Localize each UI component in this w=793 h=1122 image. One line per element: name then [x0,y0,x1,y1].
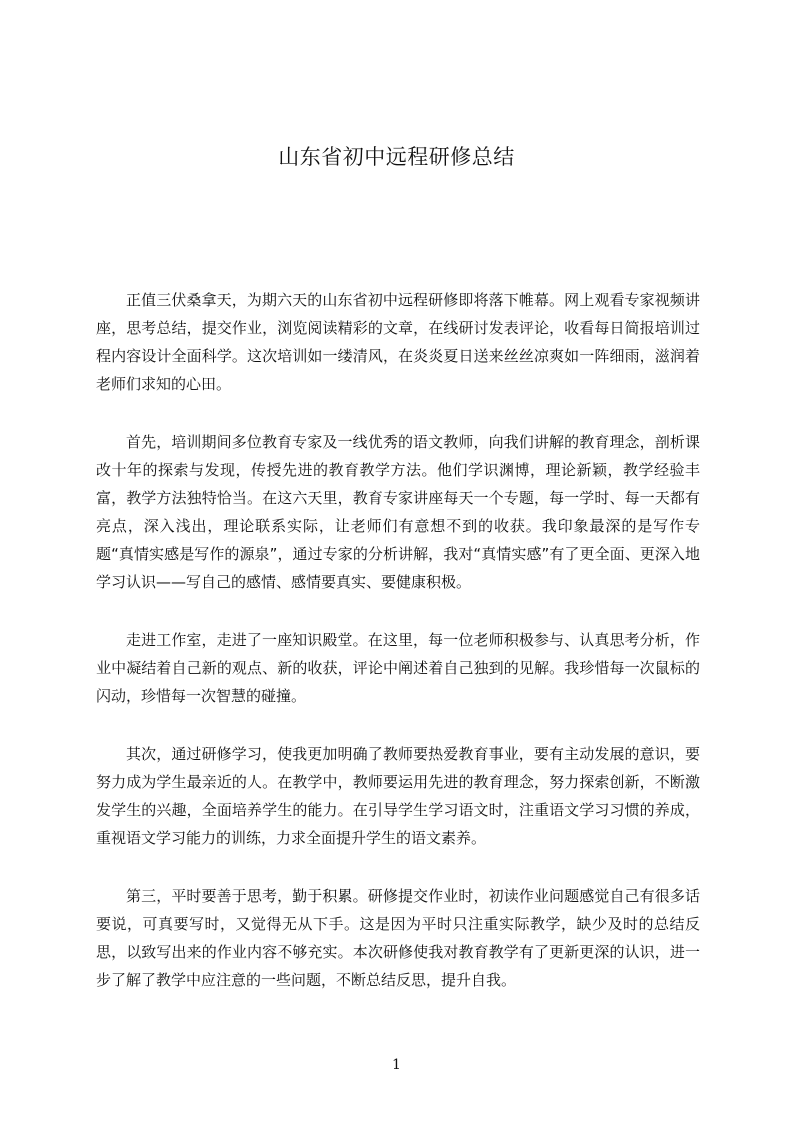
paragraph-studio: 走进工作室，走进了一座知识殿堂。在这里，每一位老师积极参与、认真思考分析，作业中凝结着自己新的观点、新的收获，评论中阐述着自己独到的见解。我珍惜每一次鼠标的闪动，珍惜每一次智慧的碰撞。 [96,631,700,705]
paragraph-third: 第三，平时要善于思考，勤于积累。研修提交作业时，初读作业问题感觉自己有很多话要说，可真要写时，又觉得无从下手。这是因为平时只注重实际教学，缺少及时的总结反思，以致写出来的作业内容不够充实。本次研修使我对教育教学有了更新更深的认识，进一步了解了教学中应注意的一些问题，不断总结反思，提升自我。 [96,887,700,989]
paragraph-intro: 正值三伏桑拿天，为期六天的山东省初中远程研修即将落下帷幕。网上观看专家视频讲座，思考总结，提交作业，浏览阅读精彩的文章，在线研讨发表评论，收看每日简报培训过程内容设计全面科学。这次培训如一缕清风，在炎炎夏日送来丝丝凉爽如一阵细雨，滋润着老师们求知的心田。 [96,291,700,393]
document-title: 山东省初中远程研修总结 [278,145,515,169]
paragraph-first: 首先，培训期间多位教育专家及一线优秀的语文教师，向我们讲解的教育理念，剖析课改十年的探索与发现，传授先进的教育教学方法。他们学识渊博，理论新颖，教学经验丰富，教学方法独特恰当。在这六天里，教育专家讲座每天一个专题，每一学时、每一天都有亮点，深入浅出，理论联系实际，让老师们有意想不到的收获。我印象最深的是写作专题“真情实感是写作的源泉”，通过专家的分析讲解，我对“真情实感”有了更全面、更深入地学习认识——写自己的感情、感情要真实、要健康积极。 [96,433,700,591]
page-number: 1 [392,1057,401,1073]
paragraph-second: 其次，通过研修学习，使我更加明确了教师要热爱教育事业，要有主动发展的意识，要努力成为学生最亲近的人。在教学中，教师要运用先进的教育理念，努力探索创新，不断激发学生的兴趣，全面培养学生的能力。在引导学生学习语文时，注重语文学习习惯的养成，重视语文学习能力的训练，力求全面提升学生的语文素养。 [96,745,700,847]
document-body [96,286,700,1024]
